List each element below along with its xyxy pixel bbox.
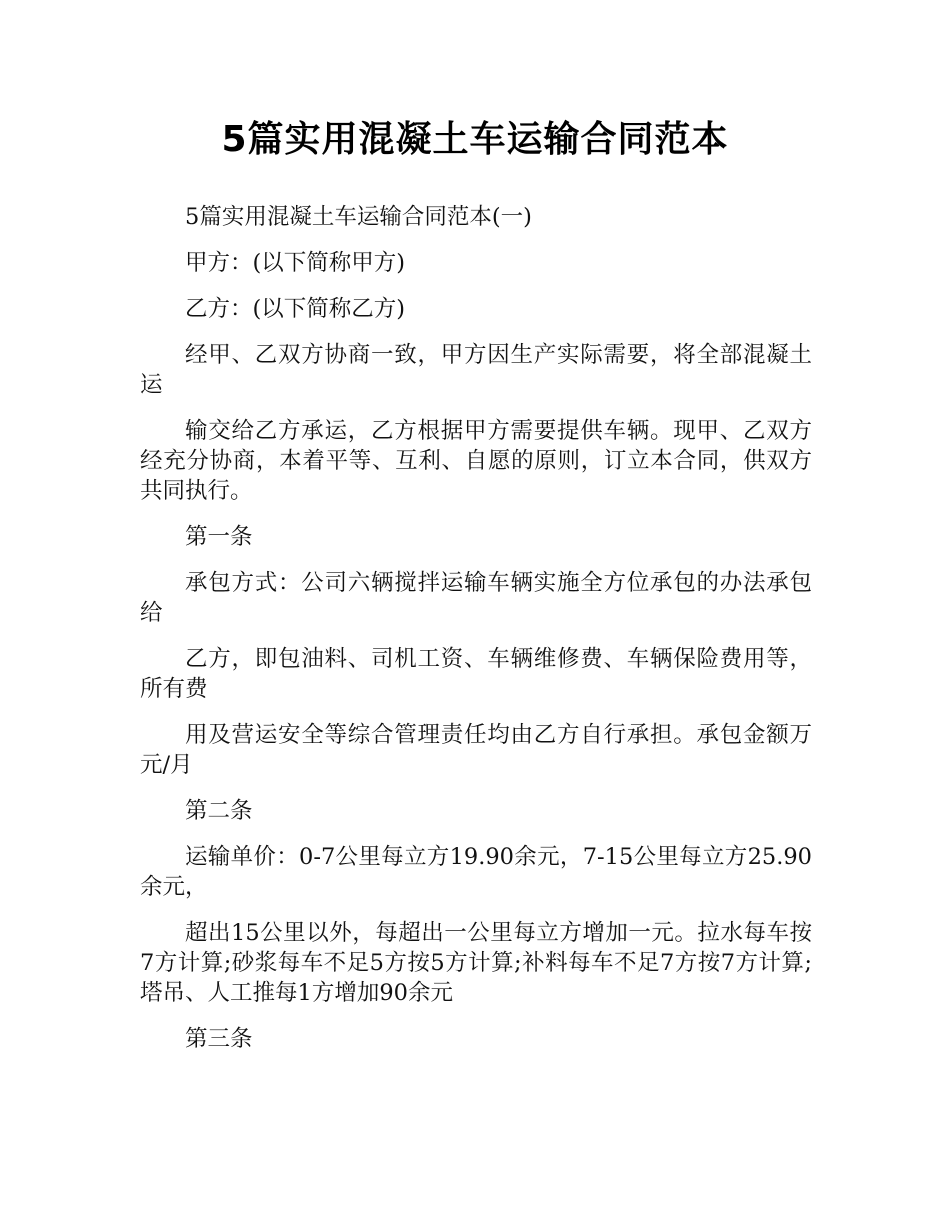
document-title: 5篇实用混凝土车运输合同范本 <box>221 119 729 160</box>
article-paragraph: 超出15公里以外，每超出一公里每立方增加一元。拉水每车按7方计算;砂浆每车不足5方按5方计算;补料每车不足7方按7方计算;塔吊、人工推每1方增加90余元 <box>140 920 812 1006</box>
section-heading: 5篇实用混凝土车运输合同范本(一) <box>185 204 532 230</box>
article-paragraph: 乙方，即包油料、司机工资、车辆维修费、车辆保险费用等，所有费 <box>140 646 812 702</box>
article-paragraph: 用及营运安全等综合管理责任均由乙方自行承担。承包金额万元/月 <box>140 722 812 778</box>
article-heading: 第一条 <box>185 524 253 550</box>
article-heading: 第三条 <box>185 1026 253 1052</box>
article-paragraph: 承包方式：公司六辆搅拌运输车辆实施全方位承包的办法承包给 <box>140 570 812 626</box>
article-heading: 第二条 <box>185 798 253 824</box>
document-body <box>140 202 812 1070</box>
article-paragraph: 运输单价：0-7公里每立方19.90余元，7-15公里每立方25.90余元， <box>140 844 812 900</box>
party-b-line: 乙方：(以下简称乙方) <box>185 296 406 322</box>
preamble-paragraph: 经甲、乙双方协商一致，甲方因生产实际需要，将全部混凝土运 <box>140 342 812 398</box>
party-a-line: 甲方：(以下简称甲方) <box>185 250 406 276</box>
preamble-paragraph: 输交给乙方承运，乙方根据甲方需要提供车辆。现甲、乙双方经充分协商，本着平等、互利、自愿的原则，订立本合同，供双方共同执行。 <box>140 418 812 504</box>
